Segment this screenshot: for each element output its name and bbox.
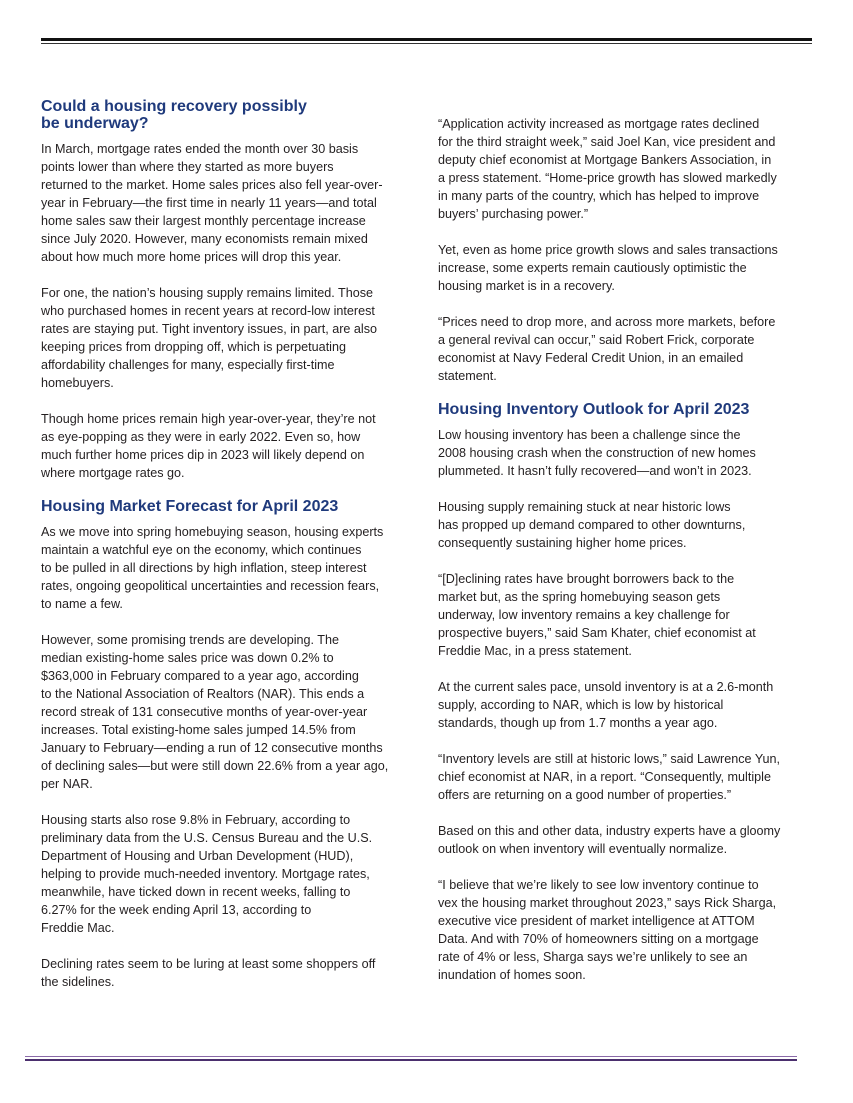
text-line: In March, mortgage rates ended the month over 30 basis: [41, 142, 359, 156]
bottom-rule-thin: [25, 1056, 797, 1057]
text-line: supply, according to NAR, which is low by historical: [438, 698, 724, 712]
text-line: Declining rates seem to be luring at least some shoppers off: [41, 957, 376, 971]
text-line: homebuyers.: [41, 376, 114, 390]
text-line: increases. Total existing-home sales jumped 14.5% from: [41, 723, 356, 737]
text-line: where mortgage rates go.: [41, 466, 185, 480]
text-line: has propped up demand compared to other downturns,: [438, 518, 746, 532]
heading-line: Housing Inventory Outlook for April 2023: [438, 401, 750, 418]
left-column: [41, 98, 421, 1009]
text-line: meanwhile, have ticked down in recent weeks, falling to: [41, 885, 351, 899]
text-line: 2008 housing crash when the construction of new homes: [438, 446, 756, 460]
heading-line: Could a housing recovery possibly: [41, 98, 307, 115]
text-line: economist at Navy Federal Credit Union, in an emailed: [438, 351, 744, 365]
text-line: consequently sustaining higher home prices.: [438, 536, 687, 550]
text-line: market but, as the spring homebuying season gets: [438, 590, 721, 604]
text-line: much further home prices dip in 2023 will likely depend on: [41, 448, 365, 462]
text-line: a general revival can occur,” said Robert Frick, corporate: [438, 333, 755, 347]
text-line: prospective buyers,” said Sam Khater, chief economist at: [438, 626, 756, 640]
text-line: home sales saw their largest monthly percentage increase: [41, 214, 366, 228]
text-line: keeping prices from dropping off, which is perpetuating: [41, 340, 346, 354]
text-line: year in February—the first time in nearly 11 years—and total: [41, 196, 377, 210]
text-line: since July 2020. However, many economists remain mixed: [41, 232, 368, 246]
text-line: Housing supply remaining stuck at near historic lows: [438, 500, 731, 514]
paragraph: [438, 498, 818, 552]
right-column: [438, 115, 818, 1002]
text-line: buyers’ purchasing power.”: [438, 207, 589, 221]
text-line: in many parts of the country, which has helped to improve: [438, 189, 760, 203]
section-heading: [438, 401, 818, 418]
text-line: as eye-popping as they were in early 2022. Even so, how: [41, 430, 361, 444]
paragraph: [41, 631, 421, 793]
text-line: Based on this and other data, industry experts have a gloomy: [438, 824, 781, 838]
paragraph: [41, 523, 421, 613]
text-line: inundation of homes soon.: [438, 968, 586, 982]
text-line: Freddie Mac, in a press statement.: [438, 644, 632, 658]
text-line: Low housing inventory has been a challenge since the: [438, 428, 741, 442]
paragraph: [41, 811, 421, 937]
section-heading: [41, 98, 421, 132]
text-line: for the third straight week,” said Joel Kan, vice president and: [438, 135, 776, 149]
text-line: Yet, even as home price growth slows and sales transactions: [438, 243, 778, 257]
text-line: points lower than where they started as more buyers: [41, 160, 334, 174]
text-line: affordability challenges for many, especially first-time: [41, 358, 335, 372]
text-line: to name a few.: [41, 597, 123, 611]
text-line: However, some promising trends are developing. The: [41, 633, 339, 647]
text-line: median existing-home sales price was down 0.2% to: [41, 651, 334, 665]
text-line: statement.: [438, 369, 497, 383]
paragraph: [438, 313, 818, 385]
text-line: record streak of 131 consecutive months of year-over-year: [41, 705, 368, 719]
text-line: rates are staying put. Tight inventory issues, in part, are also: [41, 322, 378, 336]
text-line: returned to the market. Home sales prices also fell year-over-: [41, 178, 383, 192]
text-line: rates, ongoing geopolitical uncertainties and recession fears,: [41, 579, 380, 593]
text-line: maintain a watchful eye on the economy, which continues: [41, 543, 362, 557]
text-line: “Application activity increased as mortgage rates declined: [438, 117, 760, 131]
text-line: Department of Housing and Urban Development (HUD),: [41, 849, 354, 863]
text-line: increase, some experts remain cautiously optimistic the: [438, 261, 747, 275]
text-line: of declining sales—but were still down 22.6% from a year ago,: [41, 759, 389, 773]
text-line: 6.27% for the week ending April 13, according to: [41, 903, 312, 917]
text-line: to the National Association of Realtors (NAR). This ends a: [41, 687, 365, 701]
paragraph: [438, 115, 818, 223]
text-line: outlook on when inventory will eventually normalize.: [438, 842, 728, 856]
paragraph: [438, 570, 818, 660]
text-line: “Inventory levels are still at historic lows,” said Lawrence Yun,: [438, 752, 781, 766]
paragraph: [438, 678, 818, 732]
text-line: a press statement. “Home-price growth has slowed markedly: [438, 171, 777, 185]
text-line: rate of 4% or less, Sharga says we’re unlikely to see an: [438, 950, 748, 964]
text-line: For one, the nation’s housing supply remains limited. Those: [41, 286, 374, 300]
text-line: vex the housing market throughout 2023,” says Rick Sharga,: [438, 896, 777, 910]
paragraph: [438, 876, 818, 984]
text-line: chief economist at NAR, in a report. “Consequently, multiple: [438, 770, 771, 784]
text-line: who purchased homes in recent years at record-low interest: [41, 304, 375, 318]
text-line: the sidelines.: [41, 975, 115, 989]
text-line: $363,000 in February compared to a year ago, according: [41, 669, 359, 683]
text-line: offers are returning on a good number of properties.”: [438, 788, 732, 802]
paragraph: [438, 750, 818, 804]
text-line: plummeted. It hasn’t fully recovered—and won’t in 2023.: [438, 464, 752, 478]
paragraph: [41, 284, 421, 392]
text-line: “Prices need to drop more, and across more markets, before: [438, 315, 776, 329]
text-line: As we move into spring homebuying season, housing experts: [41, 525, 384, 539]
top-rule-thin: [41, 43, 812, 44]
text-line: January to February—ending a run of 12 consecutive months: [41, 741, 383, 755]
text-line: per NAR.: [41, 777, 93, 791]
paragraph: [41, 140, 421, 266]
text-line: Freddie Mac.: [41, 921, 115, 935]
bottom-rule: [25, 1059, 797, 1061]
section-heading: [41, 498, 421, 515]
paragraph: [438, 822, 818, 858]
text-line: At the current sales pace, unsold inventory is at a 2.6-month: [438, 680, 774, 694]
text-line: standards, though up from 1.7 months a year ago.: [438, 716, 718, 730]
paragraph: [438, 241, 818, 295]
paragraph: [41, 955, 421, 991]
text-line: Housing starts also rose 9.8% in February, according to: [41, 813, 351, 827]
text-line: preliminary data from the U.S. Census Bureau and the U.S.: [41, 831, 373, 845]
text-line: executive vice president of market intelligence at ATTOM: [438, 914, 755, 928]
text-line: “I believe that we’re likely to see low inventory continue to: [438, 878, 759, 892]
text-line: deputy chief economist at Mortgage Bankers Association, in: [438, 153, 772, 167]
text-line: “[D]eclining rates have brought borrowers back to the: [438, 572, 735, 586]
text-line: housing market is in a recovery.: [438, 279, 615, 293]
text-line: about how much more home prices will drop this year.: [41, 250, 342, 264]
text-line: Though home prices remain high year-over-year, they’re not: [41, 412, 376, 426]
paragraph: [41, 410, 421, 482]
text-line: Data. And with 70% of homeowners sitting on a mortgage: [438, 932, 759, 946]
paragraph: [438, 426, 818, 480]
text-line: underway, low inventory remains a key challenge for: [438, 608, 730, 622]
heading-line: be underway?: [41, 115, 149, 132]
text-line: helping to provide much-needed inventory. Mortgage rates,: [41, 867, 370, 881]
heading-line: Housing Market Forecast for April 2023: [41, 498, 339, 515]
top-rule: [41, 38, 812, 41]
text-line: to be pulled in all directions by high inflation, steep interest: [41, 561, 367, 575]
